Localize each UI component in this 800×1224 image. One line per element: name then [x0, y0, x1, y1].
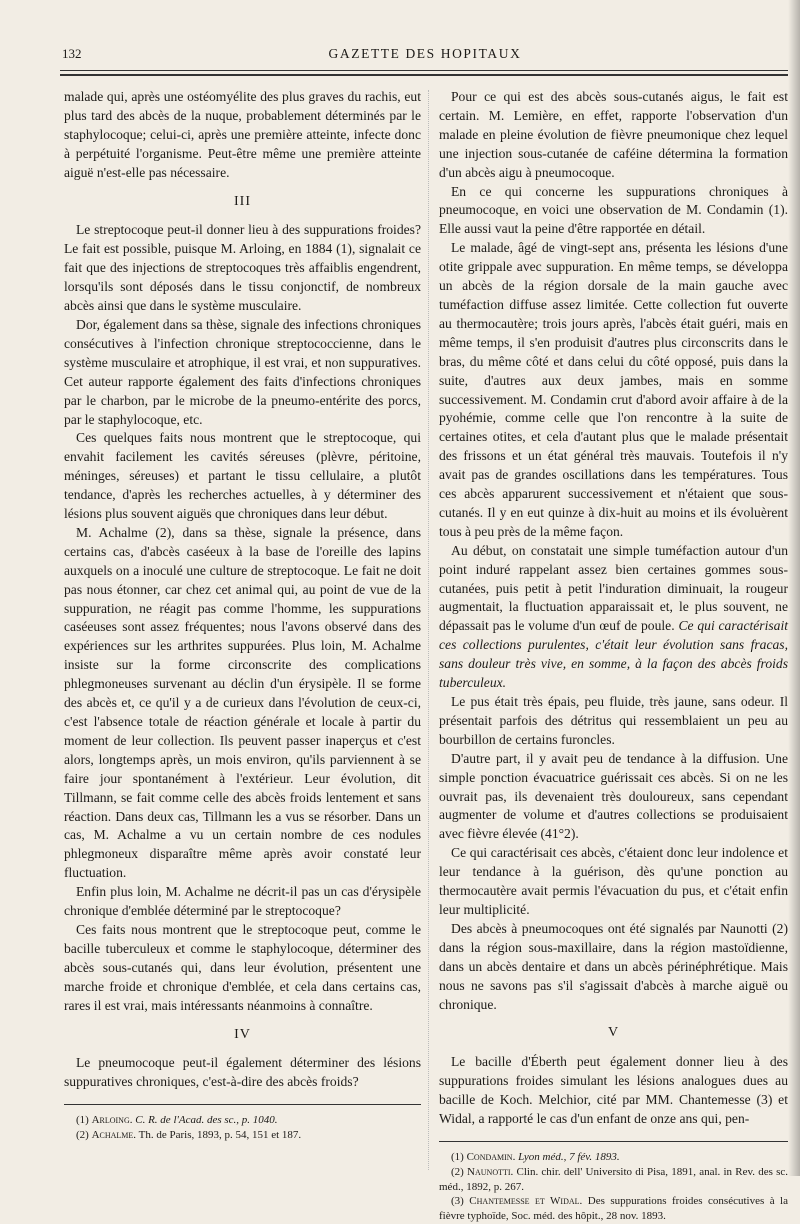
journal-title: GAZETTE DES HOPITAUX [328, 46, 522, 61]
footnote-rule [64, 1104, 421, 1105]
footnote-source: Clin. chir. dell' Universito di Pisa, 1891, anal. in Rev. des sc. méd., 1892, p. 267. [439, 1165, 789, 1193]
footnote [439, 1194, 788, 1224]
footnote-author: Arloing. [91, 1114, 133, 1127]
footnote-number: (1) [76, 1114, 89, 1127]
footnote-source: C. R. de l'Acad. des sc., p. 1040. [135, 1114, 278, 1127]
paragraph: M. Achalme (2), dans sa thèse, signale la présence, dans certains cas, d'abcès caséeux à la base de l'oreille des lapins auxquels on a inoculé une culture de streptocoque. Le fait ne doit pas nous étonner, car chez cet animal qui, au point de vue de la suppuration, ne réagit pas comme l'homme, les suppurations caséeuses sont assez fréquentes; nous l'avons observé dans des expériences sur les arthrites suppurées. Plus loin, M. Achalme insiste sur la forme circonscrite des complications phlegmoneuses survenant au déclin d'un érysipèle. Il se forme des abcès et, ce qu'il y a de curieux dans l'évolution de ceux-ci, c'est l'absence totale de réaction générale et locale à partir du moment de leur collection. Ils peuvent passer inaperçus et c'est alors, longtemps après, un mois environ, qu'ils parviennent à se faire jour spontanément à l'extérieur. Leur évolution, dit Tillmann, se fait comme celle des abcès froids lentement et sans réaction. Dans deux cas, Tillmann les a vus se résorber. Dans un cas, M. Achalme a vu un certain nombre de ces nodules phlegmoneux disparaître même après avoir constaté leur fluctuation. [64, 524, 421, 881]
paragraph: Enfin plus loin, M. Achalme ne décrit-il pas un cas d'érysipèle chronique d'emblée déterminé par le streptocoque? [64, 884, 421, 919]
paragraph: Des abcès à pneumocoques ont été signalés par Naunotti (2) dans la région sous-maxillaire, dans la région mastoïdienne, dans un abcès dentaire et dans un abcès périnéphrétique. Mais nous ne savons pas s'il s'agissait d'abcès à marche aiguë ou chronique. [439, 920, 788, 1012]
paragraph: Ces faits nous montrent que le streptocoque peut, comme le bacille tuberculeux et comme le staphylocoque, déterminer des abcès sous-cutanés qui, dans leur évolution, présentent une marche froide et chronique d'emblée, et cela dans certains cas, rares il est vrai, mais intéressants néanmoins à connaître. [64, 921, 421, 1013]
paragraph: malade qui, après une ostéomyélite des plus graves du rachis, eut plus tard des abcès de la nuque, probablement déterminés par le staphylocoque; celui-ci, après une première atteinte, infecte donc à perpétuité l'organisme. Peut-être même une première atteinte aiguë n'est-elle pas nécessaire. [64, 89, 421, 180]
paragraph: D'autre part, il y avait peu de tendance à la diffusion. Une simple ponction évacuatrice guérissait ces abcès. Si on ne les ouvrait pas, ils devenaient très douloureux, sans cependant augmenter de volume et d'autres collections se produisaient avec fièvre élevée (41°2). [439, 750, 788, 842]
footnote [64, 1113, 421, 1128]
footnote [64, 1128, 421, 1143]
footnote-number: (1) [451, 1150, 464, 1163]
column-divider [428, 90, 429, 1170]
section-heading-iv: IV [234, 1026, 251, 1042]
header-rule-thick [60, 74, 788, 76]
footnote-rule [439, 1141, 788, 1142]
left-column [64, 88, 421, 1143]
paragraph-text: Au début, on constatait une simple tuméfaction autour d'un point induré rappelant assez bien certaines gommes sous-cutanées, puis petit à petit l'induration diminuait, la rougeur augmentait, la fluctuation apparaissait et, le plus souvent, ne dépassait pas le volume d'un œuf de poule. [439, 542, 788, 634]
footnote-source: Lyon méd., 7 fév. 1893. [518, 1150, 620, 1163]
page-header [62, 46, 788, 68]
paragraph: Pour ce qui est des abcès sous-cutanés aigus, le fait est certain. M. Lemière, en effet, rapporte l'observation d'un malade en pleine évolution de fièvre pneumonique chez lequel une injection sous-cutanée de caféine détermina la formation d'un abcès aigu à pneumocoque. [439, 89, 788, 180]
section-heading-iii: III [234, 193, 251, 209]
header-rule [60, 70, 788, 71]
paragraph: Le pus était très épais, peu fluide, très jaune, sans odeur. Il présentait parfois des détritus qui ressemblaient un peu au bourbillon de certains furoncles. [439, 694, 788, 747]
paragraph: Le bacille d'Éberth peut également donner lieu à des suppurations froides simulant les lésions analogues dues au bacille de Koch. Melchior, cité par MM. Chantemesse (3) et Widal, a rapporté le cas d'un enfant de onze ans qui, pen- [439, 1054, 788, 1127]
italic-passage: Ce qui caractérisait ces collections purulentes, c'était leur évolution sans fracas, sans douleur très vive, en somme, à la façon des abcès froids tuberculeux. [439, 618, 788, 691]
section-heading-v: V [607, 1025, 620, 1041]
footnote-source: Des suppurations froides consécutives à la fièvre typhoïde, Soc. méd. des hôpit., 28 nov. 1893. [439, 1195, 788, 1223]
right-column [439, 88, 788, 1224]
footnote-author: Chantemesse et Widal. [469, 1195, 583, 1208]
paragraph: Le malade, âgé de vingt-sept ans, présenta les lésions d'une otite grippale avec suppuration. En même temps, se développa un abcès de la région dorsale de la main gauche avec tuméfaction diffuse assez limitée. Cette collection fut ouverte au thermocautère; trois jours après, l'abcès était guéri, mais en même temps, il s'en produisit d'autres plus circonscrits dans le bras, du même côté et dans celui du côté opposé, puis dans la suite, d'autres aux deux jambes, mais en somme successivement. M. Condamin crut d'abord avoir affaire à de la pyohémie, comme celle que l'on rencontre à la suite de certaines otites, et cela d'autant plus que le malade présentait des frissons et un état général très mauvais. Toutefois il n'y avait pas de grandes oscillations dans les températures. Tous ces abcès apparurent successivement et n'étaient que sous-cutanés. Il y en eut quinze à dix-huit au moins et ils évoluèrent tous à peu près de la même façon. [439, 240, 788, 539]
footnote-number: (2) [451, 1165, 464, 1178]
paragraph: Le pneumocoque peut-il également déterminer des lésions suppuratives chroniques, c'est-à-dire des abcès froids? [64, 1055, 421, 1090]
footnote-source: Th. de Paris, 1893, p. 54, 151 et 187. [138, 1129, 302, 1142]
paragraph: Dor, également dans sa thèse, signale des infections chroniques consécutives à l'infection chronique streptococcienne, dans le système musculaire et atrophique, il est vrai, et non suppuratives. Cet auteur rapporte également des faits d'infections chroniques par le charbon, par le microbe de la pneumo-entérite des porcs, par le staphylocoque, etc. [64, 316, 421, 427]
page-edge-shadow [788, 0, 800, 1176]
paragraph [439, 542, 788, 693]
paragraph: En ce qui concerne les suppurations chroniques à pneumocoque, en voici une observation de M. Condamin (1). Elle aussi vaut la peine d'être rapportée en détail. [439, 183, 788, 237]
footnote-author: Naunotti. [467, 1165, 514, 1178]
paragraph: Ces quelques faits nous montrent que le streptocoque, qui envahit facilement les cavités séreuses (plèvre, péritoine, méninges, séreuses) et partant le tissu cellulaire, a plutôt tendance, d'après les recherches actuelles, à y déterminer des lésions plus souvent aiguës que chroniques dans leur début. [64, 430, 421, 522]
footnote-author: Condamin. [466, 1150, 516, 1163]
footnote [439, 1165, 788, 1195]
footnote-number: (3) [451, 1195, 464, 1208]
footnote [439, 1150, 788, 1165]
footnote-number: (2) [76, 1129, 89, 1142]
paragraph: Ce qui caractérisait ces abcès, c'étaient donc leur indolence et leur tendance à la guérison, dès qu'une ponction au thermocautère avait permis l'évacuation du pus, et c'était enfin leur multiplicité. [439, 845, 788, 917]
paragraph: Le streptocoque peut-il donner lieu à des suppurations froides? Le fait est possible, puisque M. Arloing, en 1884 (1), signalait ce fait que des injections de streptocoques très affaiblis engendrent, lorsqu'ils sont déposés dans le tissu conjonctif, de nombreux abcès ainsi que dans le système musculaire. [64, 222, 421, 314]
page-number: 132 [62, 46, 82, 61]
footnote-author: Achalme. [91, 1129, 137, 1142]
